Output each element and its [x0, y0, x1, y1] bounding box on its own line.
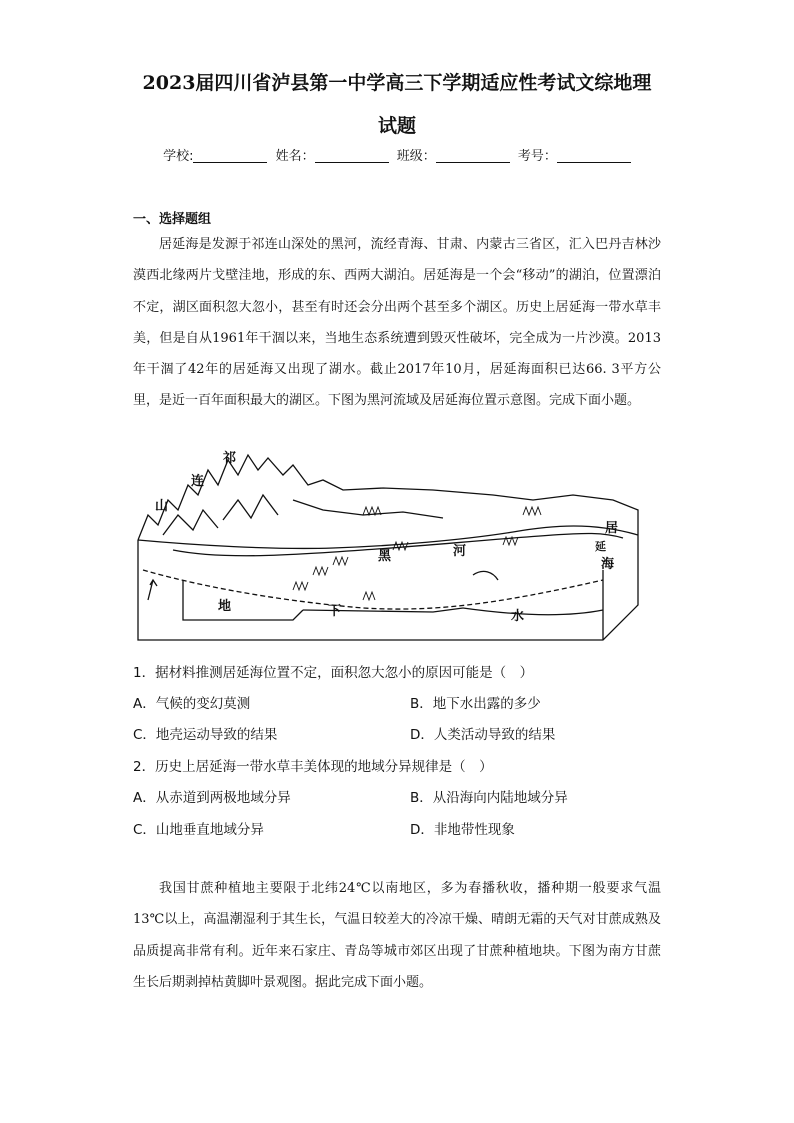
label-lian: 连	[191, 474, 205, 489]
q2-option-d[interactable]: D．非地带性现象	[410, 822, 515, 838]
label-yan: 延	[595, 540, 606, 553]
q2-option-b[interactable]: B．从沿海向内陆地域分异	[410, 790, 568, 806]
passage-2-text: 我国甘蔗种植地主要限于北纬24℃以南地区，多为春播秋收，播种期一般要求气温13℃以上，高温潮湿利于其生长，气温日较差大的冷凉干燥、晴朗无霜的天气对甘蔗成熟及品质提高非常有利。近年来石家庄、青岛等城市郊区出现了甘蔗种植地块。下图为南方甘蔗生长后期剥掉枯黄脚叶景观图。据此完成下面小题。	[133, 881, 661, 990]
exam-title-line2: 试题	[377, 115, 416, 137]
label-he: 河	[453, 544, 467, 559]
q1-option-c[interactable]: C．地壳运动导致的结果	[133, 727, 278, 743]
q1-option-b[interactable]: B．地下水出露的多少	[410, 696, 541, 712]
passage-1	[133, 229, 661, 417]
name-field[interactable]	[315, 149, 389, 163]
name-label: 姓名：	[275, 149, 315, 164]
label-ju: 居	[605, 521, 619, 536]
q1-option-d[interactable]: D．人类活动导致的结果	[410, 727, 556, 743]
section-heading: 一、选择题组	[133, 212, 212, 227]
school-field[interactable]	[193, 149, 267, 163]
label-hai: 海	[601, 557, 615, 572]
label-hei: 黑	[378, 549, 392, 564]
passage-1-text: 居延海是发源于祁连山深处的黑河，流经青海、甘肃、内蒙古三省区，汇入巴丹吉林沙漠西北缘两片戈壁洼地，形成的东、西两大湖泊。居延海是一个会“移动”的湖泊，位置漂泊不定，湖区面积忽大忽小，甚至有时还会分出两个甚至多个湖区。历史上居延海一带水草丰美，但是自从1961年干涸以来，当地生态系统遭到毁灭性破坏，完全成为一片沙漠。2013年干涸了42年的居延海又出现了湖水。截止2017年10月，居延海面积已达66. 3平方公里，是近一百年面积最大的湖区。下图为黑河流域及居延海位置示意图。完成下面小题。	[133, 237, 661, 409]
class-label: 班级：	[396, 149, 436, 164]
exam-title-line1: 2023届四川省泸县第一中学高三下学期适应性考试文综地理	[142, 72, 652, 94]
grass-marks	[293, 507, 541, 600]
class-field[interactable]	[436, 149, 510, 163]
passage-2	[133, 873, 661, 998]
label-shui: 水	[511, 609, 525, 624]
question-1-stem: 1．据材料推测居延海位置不定，面积忽大忽小的原因可能是（ ）	[133, 665, 534, 681]
label-shan: 山	[155, 499, 169, 514]
label-qi: 祁	[223, 451, 237, 466]
school-label: 学校:	[163, 149, 194, 164]
exam-number-field[interactable]	[557, 149, 631, 163]
q2-option-a[interactable]: A．从赤道到两极地域分异	[133, 790, 291, 806]
q1-option-a[interactable]: A．气候的变幻莫测	[133, 696, 251, 712]
heihe-basin-diagram	[133, 440, 653, 648]
student-info-row	[0, 145, 794, 164]
label-xia: 下	[328, 604, 342, 619]
question-2-stem: 2．历史上居延海一带水草丰美体现的地域分异规律是（ ）	[133, 759, 493, 775]
exam-number-label: 考号：	[517, 149, 557, 164]
q2-option-c[interactable]: C．山地垂直地域分异	[133, 822, 264, 838]
label-di: 地	[218, 599, 232, 614]
